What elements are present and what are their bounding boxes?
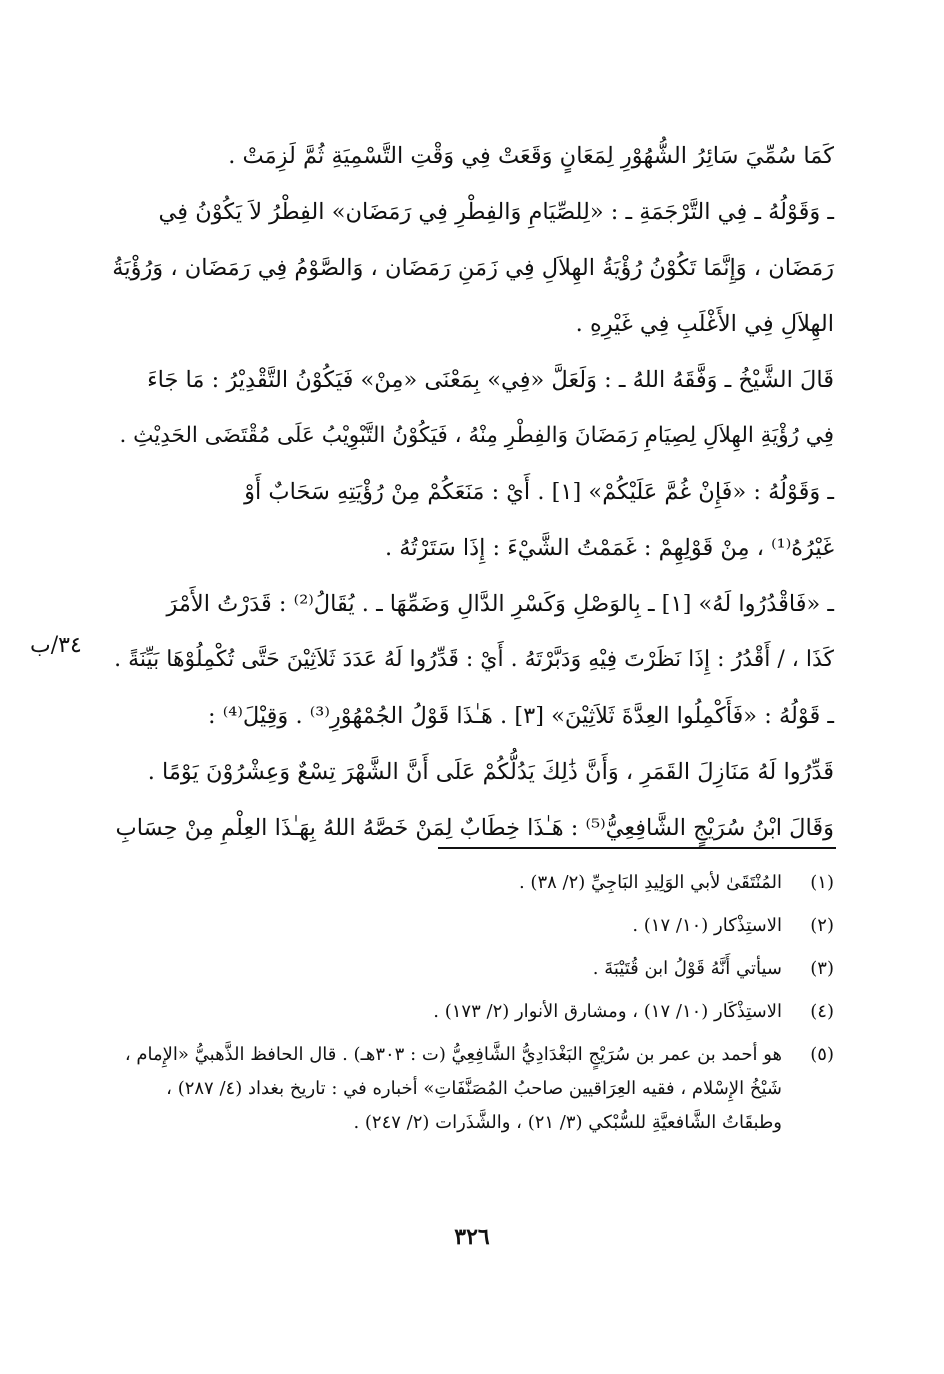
page-number: ٣٢٦ (454, 1224, 490, 1250)
footnote-number: (٢) (810, 915, 834, 936)
text-line-8: غَيْرُهُ⁽¹⁾ ، مِنْ قَوْلِهِمْ : غَمَمْتُ الشَّيْءَ : إِذَا سَتَرْتُهُ . (384, 534, 834, 561)
footnote-4 (110, 995, 834, 1029)
footnote-line: الاستِذْكار (١٠/ ١٧) . (632, 915, 782, 936)
footnote-number: (٥) (810, 1044, 834, 1065)
footnote-number: (٣) (810, 958, 834, 979)
main-text-block (110, 128, 834, 856)
text-line-6: فِي رُؤْيَةِ الهِلاَلِ لِصِيَامِ رَمَضَانَ وَالفِطْرِ مِنْهُ ، فَيَكُوْنُ التَّبْوِيْبُ عَلَى مُقْتَضَى الحَدِيْثِ . (119, 423, 834, 449)
text-line-9: ـ «فَاقْدُرُوا لَهُ» [١] ـ بِالوَصْلِ وَكَسْرِ الدَّالِ وَضَمِّهَا ـ . يُقَالُ⁽²⁾ : قَدَرْتُ الأَمْرَ (166, 590, 834, 617)
footnote-2 (110, 909, 834, 943)
footnote-body (110, 909, 782, 943)
footnote-line: وطبقَاتُ الشَّافعيَّةِ للسُّبْكي (٣/ ٢١) ، والشَّذَرات (٢/ ٢٤٧) . (353, 1112, 782, 1133)
text-line-1: كَمَا سُمِّيَ سَائِرُ الشُّهُوْرِ لِمَعَانٍ وَقَعَتْ فِي وَقْتِ التَّسْمِيَةِ ثُمَّ لَزِمَتْ . (228, 142, 834, 169)
footnote-body (110, 995, 782, 1029)
footnote-body (110, 1038, 782, 1140)
footnote-body (110, 866, 782, 900)
footnote-body (110, 952, 782, 986)
text-line-4: الهِلاَلِ فِي الأَغْلَبِ فِي غَيْرِهِ . (575, 310, 834, 337)
text-line-11: ـ قَوْلُهُ : «فَأَكْمِلُوا العِدَّةَ ثَلاَثِيْنَ» [٣] . هَـٰذَا قَوْلُ الجُمْهُوْرِ⁽³⁾ . وَقِيْلَ⁽⁴⁾ : (208, 702, 834, 729)
manuscript-folio-marker: ٣٤/ب (30, 633, 82, 658)
footnote-line: شَيْخُ الإِسْلام ، فقيه العِرَاقيين صاحبُ المُصَنَّفَاتِ» أخباره في : تاريخ بغداد (٤/ ٢٨٧) ، (166, 1078, 782, 1099)
text-line-10: كَذَا ، / أَقْدُرُ : إِذَا نَظَرْتَ فِيْهِ وَدَبَّرْتَهُ . أَيْ : قَدِّرُوا لَهُ عَدَدَ ثَلاَثِيْنَ حَتَّى تُكْمِلُوْهَا بَيِّنَةً . (114, 647, 834, 672)
footnote-line: سيأتي أَنَّهُ قَوْلُ ابن قُتَيْبَةَ . (592, 958, 782, 979)
footnote-number: (١) (810, 872, 834, 893)
footnote-line: المُنْتَقَىٰ لأبي الوَلِيدِ البَاجِيِّ (٢/ ٣٨) . (518, 872, 782, 893)
text-line-2: ـ وَقَوْلُهُ ـ فِي التَّرْجَمَةِ ـ : «لِلصِّيَامِ وَالفِطْرِ فِي رَمَضَان» الفِطْرُ لاَ يَكُوْنُ فِي (158, 198, 834, 225)
footnote-5 (110, 1038, 834, 1140)
footnote-1 (110, 866, 834, 900)
text-line-12: قَدِّرُوا لَهُ مَنَازِلَ القَمَرِ ، وَأَنَّ ذَٰلِكَ يَدُلُّكُمْ عَلَى أَنَّ الشَّهْرَ تِسْعٌ وَعِشْرُوْنَ يَوْمًا . (147, 758, 834, 785)
footnote-line: هو أحمد بن عمر بن سُرَيْجٍ البَغْدَادِيُّ الشَّافِعِيُّ (ت : ٣٠٣هـ) . قال الحافظ الذَّهبيُّ «الإِمام ، (124, 1044, 782, 1065)
text-line-5: قَالَ الشَّيْخُ ـ وَفَّقَهُ اللهُ ـ : وَلَعَلَّ «فِي» بِمَعْنَى «مِنْ» فَيَكُوْنُ التَّقْدِيْرُ : مَا جَاءَ (147, 366, 834, 393)
footnotes-block (110, 866, 834, 1149)
footnote-line: الاستِذْكَار (١٠/ ١٧) ، ومشارق الأنوار (٢/ ١٧٣) . (433, 1001, 782, 1022)
text-line-13: وَقَالَ ابْنُ سُرَيْجٍ الشَّافِعِيُّ⁽⁵⁾ : هَـٰذَا خِطَابٌ لِمَنْ خَصَّهُ اللهُ بِهَـٰذَا العِلْمِ مِنْ حِسَابِ (115, 814, 834, 841)
footnote-3 (110, 952, 834, 986)
text-line-3: رَمَضَان ، وَإِنَّمَا تَكُوْنُ رُؤْيَةُ الهِلاَلِ فِي زَمَنِ رَمَضَان ، وَالصَّوْمُ فِي رَمَضَان ، وَرُؤْيَةُ (112, 254, 834, 281)
text-line-7: ـ وَقَوْلُهُ : «فَإِنْ غُمَّ عَلَيْكُمْ» [١] . أَيْ : مَنَعَكُمْ مِنْ رُؤْيَتِهِ سَحَابٌ أَوْ (244, 478, 834, 505)
footnote-separator (438, 847, 836, 849)
footnote-number: (٤) (810, 1001, 834, 1022)
